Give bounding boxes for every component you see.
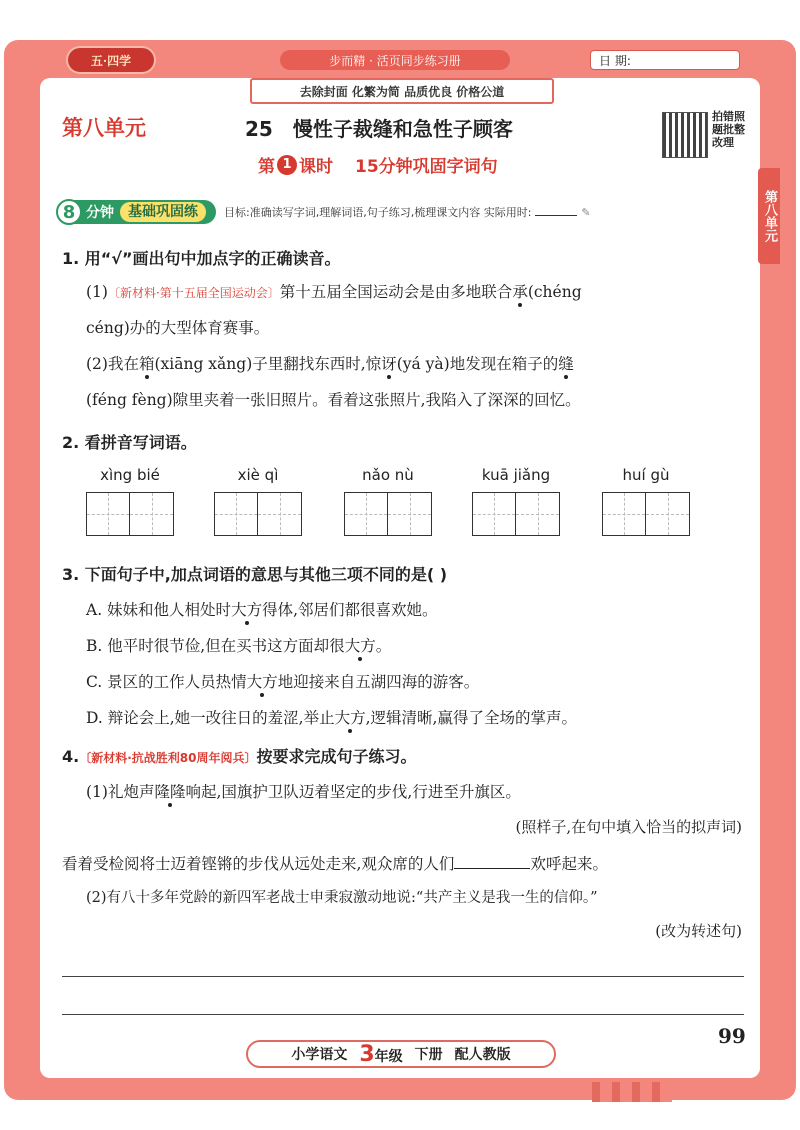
q1-sentence1 [86,280,582,302]
answer-line[interactable] [62,1014,744,1015]
q3-option-c[interactable] [86,670,479,692]
option-text: B. 他平时很节俭,但在买书这方面却很 [86,637,345,655]
unit-title: 第八单元 [62,116,146,140]
answer-blank[interactable] [454,868,530,869]
char-box[interactable] [214,492,258,536]
char-box[interactable] [388,492,432,536]
q2-title: 2. 看拼音写词语。 [62,433,197,452]
pinyin-label: nǎo nù [362,466,414,484]
option-text: C. 景区的工作人员热情 [86,673,247,691]
dotted-word: 大方 [246,673,278,691]
time-blank[interactable] [535,215,577,216]
char-box[interactable] [516,492,560,536]
footer-grade: 3 [359,1041,375,1067]
q1-s2-dotted-char-1: 箱 [138,355,155,373]
char-box[interactable] [472,492,516,536]
pinyin-item [344,466,432,536]
option-text: 地迎接来自五湖四海的游客。 [277,673,480,691]
q4-number: 4. [62,747,80,766]
char-box[interactable] [86,492,130,536]
q1-s2-pinyin-options-2[interactable]: (yá yà)地发现在箱子的 [396,355,559,373]
char-box[interactable] [258,492,302,536]
section-header [58,198,748,226]
pinyin-label: xiè qì [237,466,279,484]
q4-sentence2: (2)有八十多年党龄的新四军老战士申秉寂激动地说:“共产主义是我一生的信仰。” [86,890,598,906]
q1-s1-text: 第十五届全国运动会是由多地联合 [279,283,513,301]
pinyin-label: xìng bié [100,466,160,484]
pinyin-label: kuā jiǎng [481,466,551,484]
q4-heading: 按要求完成句子练习。 [256,747,417,766]
date-field[interactable]: 日 期: [590,50,740,70]
q1-sentence2 [86,352,574,374]
dotted-word: 大方 [334,709,366,727]
dotted-word: 大方 [344,637,376,655]
section-name: 基础巩固练 [120,202,206,222]
lesson-number: 25 [245,117,273,141]
top-margin [0,0,800,40]
q4-s1-dotted-word: 隆隆 [154,783,186,801]
period-suffix: 课时 [299,157,333,177]
char-box[interactable] [602,492,646,536]
qr-caption: 拍错照题批整改理 [712,110,745,149]
q1-sentence1-cont[interactable]: céng)办的大型体育赛事。 [86,319,270,337]
goal-text: 目标:准确读写字词,理解词语,句子练习,梳理课文内容 实际用时: [224,206,532,219]
q4-s1-task-text: 看着受检阅将士迈着铿锵的步伐从远处走来,观众席的人们 [62,855,455,873]
pinyin-item [602,466,690,536]
period-prefix: 第 [258,157,275,177]
section-goal [224,204,591,220]
brand-logo: 五·四学 [68,48,154,72]
minutes-number: 8 [56,199,82,225]
q4-s1-hint: (照样子,在句中填入恰当的拟声词) [515,818,742,836]
footer-banner [246,1040,556,1068]
section-badge [58,200,216,224]
pinyin-item [214,466,302,536]
footer-grade-suffix: 年级 [374,1048,403,1065]
q4-s1-task-end: 欢呼起来。 [530,855,608,873]
dotted-word: 大方 [231,601,263,619]
q4-s2-hint: (改为转述句) [655,922,742,940]
q1-s1-pinyin-option[interactable]: (chéng [527,283,582,301]
answer-line[interactable] [62,976,744,977]
pinyin-label: huí gù [622,466,670,484]
pinyin-grid [86,466,686,546]
footer-volume: 下册 [414,1047,443,1063]
q3-option-d[interactable] [86,706,577,728]
option-text: D. 辩论会上,她一改往日的羞涩,举止 [86,709,335,727]
footer-edition: 配人教版 [454,1047,511,1063]
q1-s2-dotted-char-2: 讶 [381,355,397,373]
q1-s2-pinyin-options-1[interactable]: (xiāng xǎng)子里翻找东西时,惊 [154,355,382,373]
q4-s1-text-b: 响起,国旗护卫队迈着坚定的步伐,行进至升旗区。 [185,783,521,801]
option-text: ,逻辑清晰,赢得了全场的掌声。 [365,709,577,727]
option-text: A. 妹妹和他人相处时 [86,601,232,619]
series-banner: 步而精 · 活页同步练习册 [280,50,510,70]
char-box[interactable] [646,492,690,536]
page-number: 99 [718,1024,746,1048]
q1-s1-dotted-char: 承 [512,283,528,301]
q1-s1-num: (1) [86,283,108,301]
q3-option-b[interactable] [86,634,391,656]
q1-title: 1. 用“√”画出句中加点字的正确读音。 [62,249,341,268]
q1-s2-text-a: (2)我在 [86,355,139,373]
lesson-name: 慢性子裁缝和急性子顾客 [292,117,513,141]
decorative-stripes [592,1082,672,1102]
q4-s1-task [62,852,608,874]
q1-s2-dotted-char-3: 缝 [558,355,574,373]
slogan-banner: 去除封面 化繁为简 品质优良 价格公道 [250,78,554,104]
char-box[interactable] [344,492,388,536]
char-box[interactable] [130,492,174,536]
q3-option-a[interactable] [86,598,438,620]
period-number: 1 [277,155,297,175]
lesson-title [245,113,513,142]
q4-sentence1 [86,780,521,802]
period-task: 15分钟巩固字词句 [355,157,498,177]
pinyin-item [86,466,174,536]
q1-sentence2-cont[interactable]: (féng fèng)隙里夹着一张旧照片。看着这张照片,我陷入了深深的回忆。 [86,391,581,409]
footer-subject: 小学语文 [291,1047,348,1063]
pen-icon: ✎ [581,206,591,219]
q4-tag: 〔新材料·抗战胜利80周年阅兵〕 [79,751,257,765]
pinyin-item [472,466,560,536]
q4-title [62,744,417,767]
minutes-label: 分钟 [86,205,114,221]
q1-s1-tag: 〔新材料·第十五届全国运动会〕 [107,286,280,300]
side-unit-tab: 第八单元 [758,168,780,264]
option-text: 得体,邻居们都很喜欢她。 [262,601,438,619]
period-title [258,152,498,177]
qr-code-icon[interactable] [662,112,708,158]
option-text: 。 [375,637,392,655]
q4-s1-text-a: (1)礼炮声 [86,783,155,801]
q3-title: 3. 下面句子中,加点词语的意思与其他三项不同的是( ) [62,565,448,584]
